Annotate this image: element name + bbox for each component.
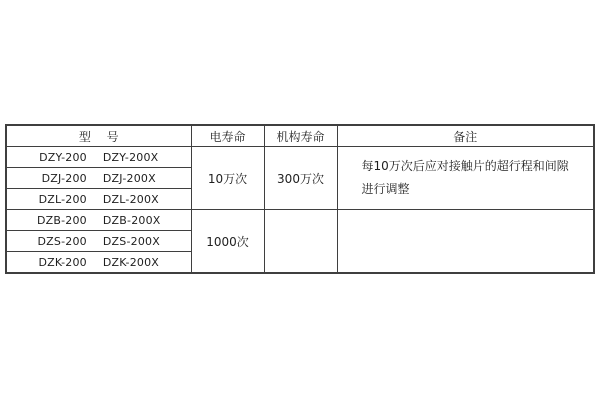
- remark-line-2: 进行调整: [361, 182, 410, 196]
- model-code: DZY-200X: [102, 150, 159, 164]
- model-cell-dzy: [6, 147, 191, 168]
- relay-spec-table: [5, 124, 595, 274]
- model-code: DZK-200X: [102, 255, 160, 269]
- col-header-model: 型 号: [6, 125, 191, 147]
- model-code: DZJ-200X: [102, 171, 156, 185]
- model-code: DZS-200X: [102, 234, 160, 248]
- model-code: DZY-200: [39, 150, 87, 164]
- model-cell-dzl: [6, 189, 191, 210]
- mechanism-life-group2: [264, 210, 337, 274]
- remarks-group2: [337, 210, 594, 274]
- col-header-remarks: 备注: [337, 125, 594, 147]
- electrical-life-group1: 10万次: [191, 147, 264, 210]
- header-row: [6, 125, 594, 147]
- model-code: DZJ-200: [41, 171, 87, 185]
- model-code: DZL-200: [38, 192, 87, 206]
- table-row-dzb: [6, 210, 594, 231]
- remarks-group1: [337, 147, 594, 210]
- model-code: DZB-200: [36, 213, 87, 227]
- col-header-mechanism-life: 机构寿命: [264, 125, 337, 147]
- model-cell-dzb: [6, 210, 191, 231]
- model-code: DZS-200: [37, 234, 87, 248]
- model-cell-dzs: [6, 231, 191, 252]
- remark-line-1: 每10万次后应对接触片的超行程和间隙: [361, 159, 569, 173]
- mechanism-life-group1: 300万次: [264, 147, 337, 210]
- table-row-dzy: [6, 147, 594, 168]
- model-code: DZB-200X: [102, 213, 161, 227]
- model-cell-dzj: [6, 168, 191, 189]
- model-cell-dzk: [6, 252, 191, 274]
- model-code: DZK-200: [38, 255, 87, 269]
- col-header-electrical-life: 电寿命: [191, 125, 264, 147]
- model-code: DZL-200X: [102, 192, 159, 206]
- electrical-life-group2: 1000次: [191, 210, 264, 274]
